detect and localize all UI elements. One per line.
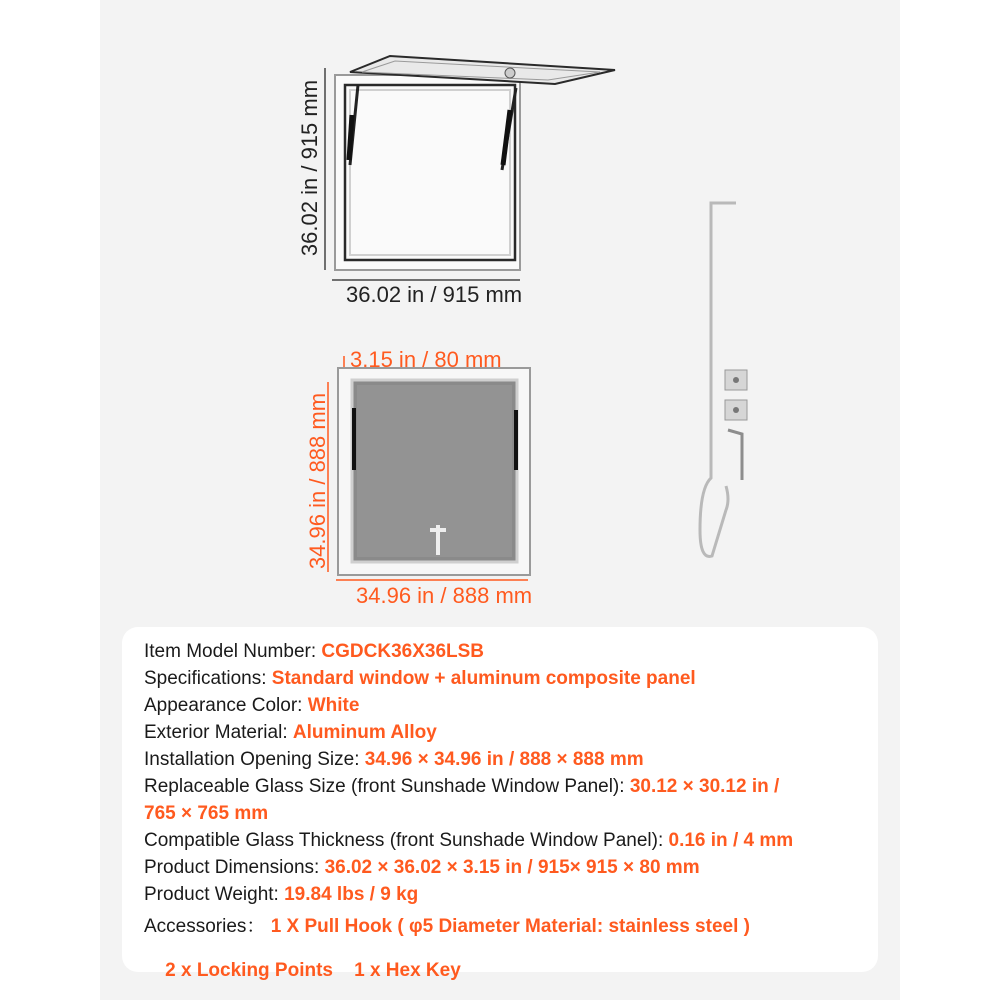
depth-label: 3.15 in / 80 mm: [350, 347, 502, 372]
closed-width-label: 34.96 in / 888 mm: [356, 583, 533, 608]
spec-glass-size-cont: 765 × 765 mm: [144, 803, 269, 824]
spec-color: Appearance Color: White: [144, 695, 360, 716]
spec-accessories-cont: 2 x Locking Points 1 x Hex Key: [165, 960, 461, 981]
hex-key-icon: [728, 430, 742, 480]
locking-point-icon: [725, 370, 747, 420]
open-height-label: 36.02 in / 915 mm: [297, 79, 322, 257]
spec-opening-size: Installation Opening Size: 34.96 × 34.96 in / 888 × 888 mm: [144, 749, 644, 770]
spec-material: Exterior Material: Aluminum Alloy: [144, 722, 437, 743]
spec-dimensions: Product Dimensions: 36.02 × 36.02 × 3.15 in / 915× 915 × 80 mm: [144, 857, 700, 878]
closed-height-label: 34.96 in / 888 mm: [305, 392, 330, 570]
spec-specifications: Specifications: Standard window + aluminum composite panel: [144, 668, 696, 689]
spec-weight: Product Weight: 19.84 lbs / 9 kg: [144, 884, 419, 905]
spec-glass-size: Replaceable Glass Size (front Sunshade Window Panel): 30.12 × 30.12 in /: [144, 776, 780, 797]
specs-card: [122, 627, 878, 981]
spec-model: Item Model Number: CGDCK36X36LSB: [144, 641, 485, 662]
open-width-label: 36.02 in / 915 mm: [346, 282, 523, 307]
spec-accessories: Accessories： 1 X Pull Hook ( φ5 Diameter Material: stainless steel ): [144, 916, 750, 937]
spec-glass-thickness: Compatible Glass Thickness (front Sunshade Window Panel): 0.16 in / 4 mm: [144, 830, 794, 851]
